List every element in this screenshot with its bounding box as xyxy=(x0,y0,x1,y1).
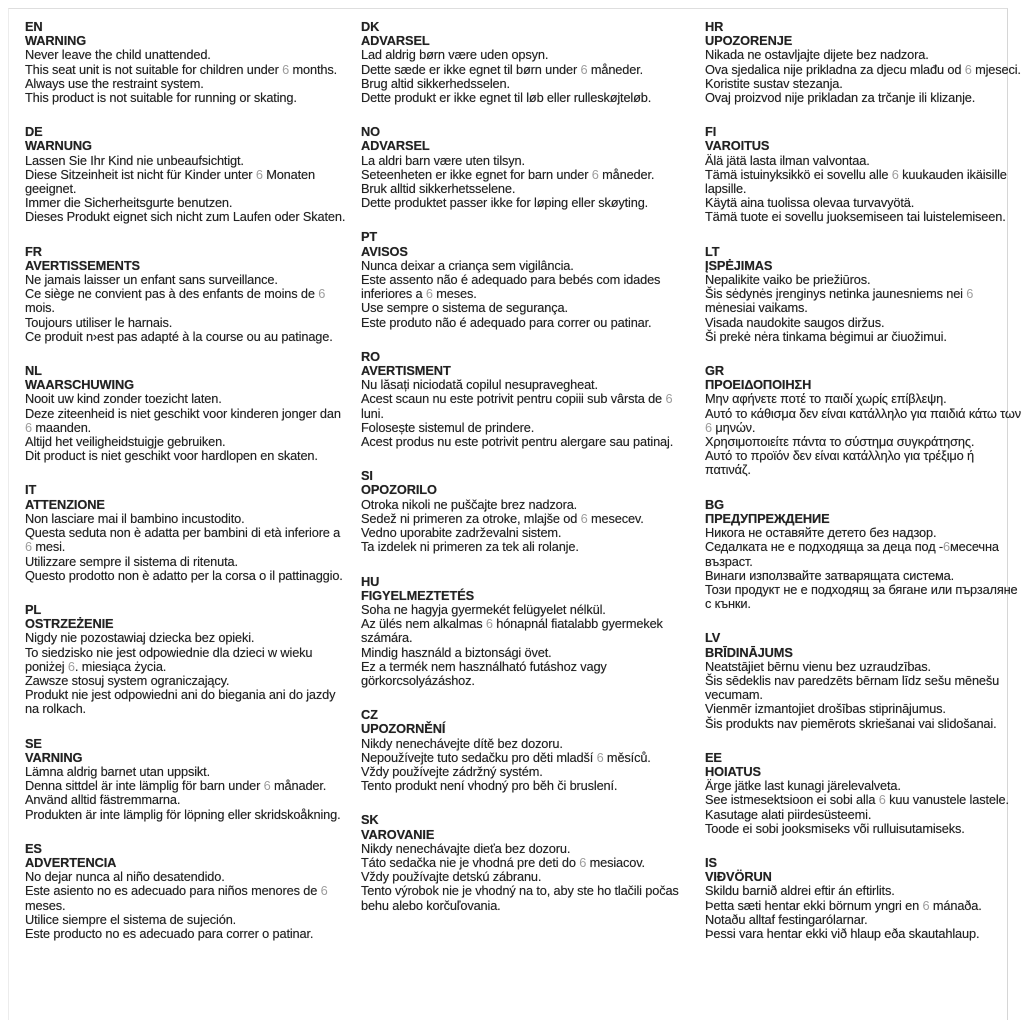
warning-lines xyxy=(705,392,1023,477)
language-code: DE xyxy=(25,124,43,140)
warning-line: Bruk alltid sikkerhetsselene. xyxy=(361,181,516,197)
warning-line: Notaðu alltaf festingarólarnar. xyxy=(705,911,868,927)
language-section xyxy=(361,350,691,449)
warning-line: Sedež ni primeren za otroke, mlajše od 6 mesecev. xyxy=(361,510,644,526)
warning-heading: ΠΡΟΕΙΔΟΠΟΙΗΣΗ xyxy=(705,377,812,393)
warning-line: Винаги използвайте затварящата система. xyxy=(705,567,955,583)
warning-line: Never leave the child unattended. xyxy=(25,47,211,63)
warning-line: Lämna aldrig barnet utan uppsikt. xyxy=(25,763,210,779)
warning-heading: UPOZORNĚNÍ xyxy=(361,721,446,737)
faded-digit: 6 xyxy=(705,419,712,435)
language-section xyxy=(705,631,1023,730)
language-code: SE xyxy=(25,735,42,751)
warning-line: Tämä tuote ei sovellu juoksemiseen tai luistelemiseen. xyxy=(705,209,1006,225)
warning-line: Diese Sitzeinheit ist nicht für Kinder unter 6 Monaten geeignet. xyxy=(25,166,315,197)
warning-lines xyxy=(25,765,347,822)
warning-line: Käytä aina tuolissa olevaa turvavyötä. xyxy=(705,195,915,211)
faded-digit: 6 xyxy=(25,539,32,555)
faded-digit: 6 xyxy=(67,658,75,674)
warning-line: Šis sėdynės įrenginys netinka jaunesniems nei 6 mėnesiai vaikams. xyxy=(705,286,974,316)
faded-digit: 6 xyxy=(580,510,588,526)
warning-heading: VARNING xyxy=(25,749,83,765)
warning-line: Nooit uw kind zonder toezicht laten. xyxy=(25,391,222,407)
faded-digit: 6 xyxy=(263,778,271,794)
warning-heading: OSTRZEŻENIE xyxy=(25,616,114,632)
warning-line: Lassen Sie Ihr Kind nie unbeaufsichtigt. xyxy=(25,152,244,168)
warning-line: Skildu barnið aldrei eftir án eftirlits. xyxy=(705,883,895,899)
warning-heading: OPOZORILO xyxy=(361,482,437,498)
warning-lines xyxy=(25,273,347,344)
faded-digit: 6 xyxy=(966,286,974,302)
warning-heading: BRĪDINĀJUMS xyxy=(705,644,793,660)
warning-heading: VAROITUS xyxy=(705,138,770,154)
warning-heading: WARNING xyxy=(25,33,87,49)
warning-heading: VAROVANIE xyxy=(361,826,435,842)
warning-line: Αυτό το προϊόν δεν είναι κατάλληλο για τρέξιμο ή πατινάζ. xyxy=(705,448,974,478)
warning-line: Neatstājiet bērnu vienu bez uzraudzības. xyxy=(705,658,931,674)
language-code: SK xyxy=(361,812,379,828)
warning-lines xyxy=(25,48,347,105)
faded-digit: 6 xyxy=(255,166,263,182)
warning-lines xyxy=(361,154,691,211)
warning-lines xyxy=(361,48,691,105)
warning-line: Šis sēdeklis nav paredzēts bērnam līdz sešu mēnešu vecumam. xyxy=(705,672,1000,703)
warning-lines xyxy=(705,48,1023,105)
language-section xyxy=(361,20,691,105)
language-section xyxy=(361,125,691,210)
language-code: RO xyxy=(361,348,380,364)
warning-line: Acest produs nu este potrivit pentru alergare sau patinaj. xyxy=(361,434,674,450)
language-code: SI xyxy=(361,468,373,484)
warning-heading: FIGYELMEZTETÉS xyxy=(361,587,475,603)
warning-line: Acest scaun nu este potrivit pentru copiii sub vârsta de 6 luni. xyxy=(361,391,673,421)
language-code: FI xyxy=(705,124,717,140)
column-right xyxy=(705,20,1023,961)
warning-lines xyxy=(705,273,1023,344)
language-section xyxy=(25,483,347,582)
language-code: BG xyxy=(705,496,724,512)
column-left xyxy=(25,20,347,961)
language-code: CZ xyxy=(361,707,378,723)
warning-heading: UPOZORENJE xyxy=(705,33,793,49)
warning-line: Tento produkt není vhodný pro běh či bruslení. xyxy=(361,778,618,794)
warning-line: Ärge jätke last kunagi järelevalveta. xyxy=(705,778,901,794)
warning-line: Dette sæde er ikke egnet til børn under 6 måneder. xyxy=(361,61,644,77)
warning-line: Nikdy nenechávejte dítě bez dozoru. xyxy=(361,735,563,751)
warning-line: Dieses Produkt eignet sich nicht zum Laufen oder Skaten. xyxy=(25,209,346,225)
language-code: EE xyxy=(705,749,722,765)
warning-line: Този продукт не е подходящ за бягане или пързаляне с кънки. xyxy=(705,581,1018,612)
warning-line: Vienmēr izmantojiet drošības stiprinājumus. xyxy=(705,701,946,717)
warning-lines xyxy=(361,378,691,449)
warning-line: Nepoužívejte tuto sedačku pro děti mladší 6 měsíců. xyxy=(361,749,651,765)
language-section xyxy=(705,245,1023,344)
warning-line: Este producto no es adecuado para correr o patinar. xyxy=(25,925,314,941)
warning-line: Þessi vara hentar ekki við hlaup eða skautahlaup. xyxy=(705,925,980,941)
warning-line: Este assento não é adequado para bebés com idades inferiores a 6 meses. xyxy=(361,272,661,302)
language-section xyxy=(25,125,347,224)
warning-line: Non lasciare mai il bambino incustodito. xyxy=(25,510,245,526)
faded-digit: 6 xyxy=(922,897,930,913)
faded-digit: 6 xyxy=(425,286,433,302)
warning-heading: ĮSPĖJIMAS xyxy=(705,257,773,273)
warning-line: Χρησιμοποιείτε πάντα το σύστημα συγκράτησης. xyxy=(705,434,975,450)
warning-line: Use sempre o sistema de segurança. xyxy=(361,300,568,316)
warning-line: Produkten är inte lämplig för löpning eller skridskoåkning. xyxy=(25,806,341,822)
warning-line: Nigdy nie pozostawiaj dziecka bez opieki. xyxy=(25,630,255,646)
warning-line: Toode ei sobi jooksmiseks või rulluisutamiseks. xyxy=(705,820,965,836)
language-code: FR xyxy=(25,243,42,259)
faded-digit: 6 xyxy=(596,749,604,765)
language-code: NL xyxy=(25,363,42,379)
warning-line: Immer die Sicherheitsgurte benutzen. xyxy=(25,195,233,211)
warning-line: Dette produktet passer ikke for løping eller skøyting. xyxy=(361,195,649,211)
warning-heading: ADVERTENCIA xyxy=(25,854,117,870)
faded-digit: 6 xyxy=(320,883,328,899)
warning-manual-page xyxy=(25,20,1023,961)
language-section xyxy=(705,751,1023,836)
warning-lines xyxy=(25,154,347,225)
faded-digit: 6 xyxy=(591,166,599,182)
warning-heading: ATTENZIONE xyxy=(25,496,105,512)
warning-line: Nunca deixar a criança sem vigilância. xyxy=(361,257,574,273)
language-section xyxy=(25,245,347,344)
language-section xyxy=(705,498,1023,612)
faded-digit: 6 xyxy=(580,61,588,77)
warning-line: To siedzisko nie jest odpowiednie dla dzieci w wieku poniżej 6. miesiąca życia. xyxy=(25,644,313,674)
warning-line: Táto sedačka nie je vhodná pre deti do 6 mesiacov. xyxy=(361,854,645,870)
warning-line: Dette produkt er ikke egnet til løb eller rulleskøjteløb. xyxy=(361,90,652,106)
faded-digit: 6 xyxy=(964,61,972,77)
language-code: NO xyxy=(361,124,380,140)
warning-line: La aldri barn være uten tilsyn. xyxy=(361,152,525,168)
warning-line: Ovaj proizvod nije prikladan za trčanje ili klizanje. xyxy=(705,90,976,106)
language-code: ES xyxy=(25,840,42,856)
warning-lines xyxy=(25,512,347,583)
language-code: PT xyxy=(361,229,378,245)
language-section xyxy=(705,125,1023,224)
warning-line: Ne jamais laisser un enfant sans surveillance. xyxy=(25,272,278,288)
warning-line: Altijd het veiligheidstuigje gebruiken. xyxy=(25,434,226,450)
warning-line: This seat unit is not suitable for children under 6 months. xyxy=(25,61,337,77)
warning-line: Dit product is niet geschikt voor hardlopen en skaten. xyxy=(25,448,318,464)
language-section xyxy=(25,603,347,717)
warning-heading: AVISOS xyxy=(361,243,408,259)
warning-heading: VIÐVÖRUN xyxy=(705,869,772,885)
warning-line: No dejar nunca al niño desatendido. xyxy=(25,869,225,885)
warning-line: Ez a termék nem használható futáshoz vagy görkorcsolyázáshoz. xyxy=(361,658,607,688)
warning-heading: AVERTISSEMENTS xyxy=(25,257,140,273)
warning-line: Brug altid sikkerhedsselen. xyxy=(361,75,510,91)
warning-line: Nepalikite vaiko be priežiūros. xyxy=(705,272,871,288)
warning-line: Este produto não é adequado para correr ou patinar. xyxy=(361,314,652,330)
language-code: LT xyxy=(705,243,720,259)
warning-line: Questa seduta non è adatta per bambini di età inferiore a 6 mesi. xyxy=(25,525,341,555)
warning-line: Tämä istuinyksikkö ei sovellu alle 6 kuukauden ikäisille lapsille. xyxy=(705,166,1007,197)
language-section xyxy=(705,364,1023,478)
faded-digit: 6 xyxy=(25,419,32,435)
language-code: IT xyxy=(25,482,37,498)
warning-lines xyxy=(361,737,691,794)
warning-line: Ce produit n›est pas adapté à la course ou au patinage. xyxy=(25,328,333,344)
warning-line: Mindig használd a biztonsági övet. xyxy=(361,644,552,660)
warning-line: Folosește sistemul de prindere. xyxy=(361,419,535,435)
warning-heading: WARNUNG xyxy=(25,138,92,154)
faded-digit: 6 xyxy=(485,616,493,632)
language-section xyxy=(361,469,691,554)
warning-heading: ADVARSEL xyxy=(361,138,430,154)
warning-lines xyxy=(705,779,1023,836)
language-code: LV xyxy=(705,630,721,646)
warning-heading: AVERTISMENT xyxy=(361,363,451,379)
warning-line: Älä jätä lasta ilman valvontaa. xyxy=(705,152,870,168)
language-code: EN xyxy=(25,19,43,34)
warning-line: Este asiento no es adecuado para niños menores de 6 meses. xyxy=(25,883,328,913)
warning-lines xyxy=(705,660,1023,731)
warning-line: Ce siège ne convient pas à des enfants de moins de 6 mois. xyxy=(25,286,326,316)
warning-line: Vedno uporabite zadrževalni sistem. xyxy=(361,525,562,541)
warning-heading: HOIATUS xyxy=(705,763,761,779)
language-section xyxy=(361,708,691,793)
warning-line: Toujours utiliser le harnais. xyxy=(25,314,173,330)
language-section xyxy=(361,230,691,329)
language-section xyxy=(361,575,691,689)
warning-line: Vždy používajte detskú zábranu. xyxy=(361,869,542,885)
warning-line: Седалката не е подходяща за деца под -6месечна възраст. xyxy=(705,539,999,569)
language-section xyxy=(25,842,347,941)
warning-line: Questo prodotto non è adatto per la corsa o il pattinaggio. xyxy=(25,567,343,583)
faded-digit: 6 xyxy=(665,391,673,407)
warning-lines xyxy=(25,631,347,716)
warning-line: Ova sjedalica nije prikladna za djecu mlađu od 6 mjeseci. xyxy=(705,61,1021,77)
warning-lines xyxy=(361,498,691,555)
warning-lines xyxy=(361,259,691,330)
language-code: IS xyxy=(705,854,717,870)
warning-line: Αυτό το κάθισμα δεν είναι κατάλληλο για παιδιά κάτω των 6 μηνών. xyxy=(705,405,1021,435)
warning-line: Soha ne hagyja gyermekét felügyelet nélkül. xyxy=(361,601,606,617)
language-section xyxy=(705,856,1023,941)
warning-line: Använd alltid fästremmarna. xyxy=(25,792,181,808)
warning-lines xyxy=(25,392,347,463)
warning-line: Otroka nikoli ne puščajte brez nadzora. xyxy=(361,496,578,512)
faded-digit: 6 xyxy=(282,61,290,77)
warning-heading: ПРЕДУПРЕЖДЕНИЕ xyxy=(705,510,830,526)
language-section xyxy=(361,813,691,912)
warning-line: Ta izdelek ni primeren za tek ali rolanje. xyxy=(361,539,579,555)
faded-digit: 6 xyxy=(878,792,886,808)
warning-lines xyxy=(705,154,1023,225)
warning-heading: ADVARSEL xyxy=(361,33,430,49)
warning-line: Deze ziteenheid is niet geschikt voor kinderen jonger dan 6 maanden. xyxy=(25,405,341,435)
warning-line: Az ülés nem alkalmas 6 hónapnál fiatalabb gyermekek számára. xyxy=(361,616,663,646)
warning-line: Produkt nie jest odpowiedni ani do biegania ani do jazdy na rolkach. xyxy=(25,687,336,717)
language-section xyxy=(25,20,347,105)
column-middle xyxy=(361,20,691,961)
language-section xyxy=(25,364,347,463)
language-code: HU xyxy=(361,573,380,589)
faded-digit: 6 xyxy=(891,166,899,182)
warning-line: See istmesektsioon ei sobi alla 6 kuu vanustele lastele. xyxy=(705,792,1009,808)
warning-line: Zawsze stosuj system ograniczający. xyxy=(25,672,230,688)
warning-line: Koristite sustav stezanja. xyxy=(705,75,843,91)
warning-heading: WAARSCHUWING xyxy=(25,377,134,393)
warning-line: Ši prekė nėra tinkama bėgimui ar čiuožimui. xyxy=(705,328,947,344)
warning-line: Nikdy nenechávajte dieťa bez dozoru. xyxy=(361,840,571,856)
warning-line: Nikada ne ostavljajte dijete bez nadzora. xyxy=(705,47,929,63)
warning-line: This product is not suitable for running or skating. xyxy=(25,90,297,106)
warning-line: Kasutage alati piirdesüsteemi. xyxy=(705,806,872,822)
warning-line: Utilizzare sempre il sistema di ritenuta. xyxy=(25,553,238,569)
warning-lines xyxy=(361,842,691,913)
faded-digit: 6 xyxy=(318,286,326,302)
warning-line: Μην αφήνετε ποτέ το παιδί χωρίς επίβλεψη. xyxy=(705,391,947,407)
faded-digit: 6 xyxy=(579,854,587,870)
warning-line: Utilice siempre el sistema de sujeción. xyxy=(25,911,237,927)
warning-lines xyxy=(25,870,347,941)
warning-line: Nu lăsați niciodată copilul nesupravegheat. xyxy=(361,377,598,393)
warning-line: Vždy používejte zádržný systém. xyxy=(361,763,543,779)
warning-line: Lad aldrig børn være uden opsyn. xyxy=(361,47,549,63)
warning-line: Visada naudokite saugos diržus. xyxy=(705,314,885,330)
language-code: GR xyxy=(705,363,724,379)
warning-lines xyxy=(705,526,1023,611)
warning-lines xyxy=(361,603,691,688)
warning-lines xyxy=(705,884,1023,941)
language-code: HR xyxy=(705,19,724,34)
warning-line: Šis produkts nav piemērots skriešanai vai slidošanai. xyxy=(705,715,997,731)
warning-line: Denna sittdel är inte lämplig för barn under 6 månader. xyxy=(25,778,327,794)
warning-line: Þetta sæti hentar ekki börnum yngri en 6 mánaða. xyxy=(705,897,982,913)
faded-digit: 6 xyxy=(943,539,951,555)
warning-line: Always use the restraint system. xyxy=(25,75,204,91)
warning-line: Seteenheten er ikke egnet for barn under 6 måneder. xyxy=(361,166,655,182)
language-code: DK xyxy=(361,19,380,34)
language-section xyxy=(705,20,1023,105)
warning-line: Tento výrobok nie je vhodný na to, aby ste ho tlačili počas behu alebo korčuľovania. xyxy=(361,883,679,913)
language-section xyxy=(25,737,347,822)
warning-line: Никога не оставяйте детето без надзор. xyxy=(705,525,937,541)
language-code: PL xyxy=(25,601,42,617)
